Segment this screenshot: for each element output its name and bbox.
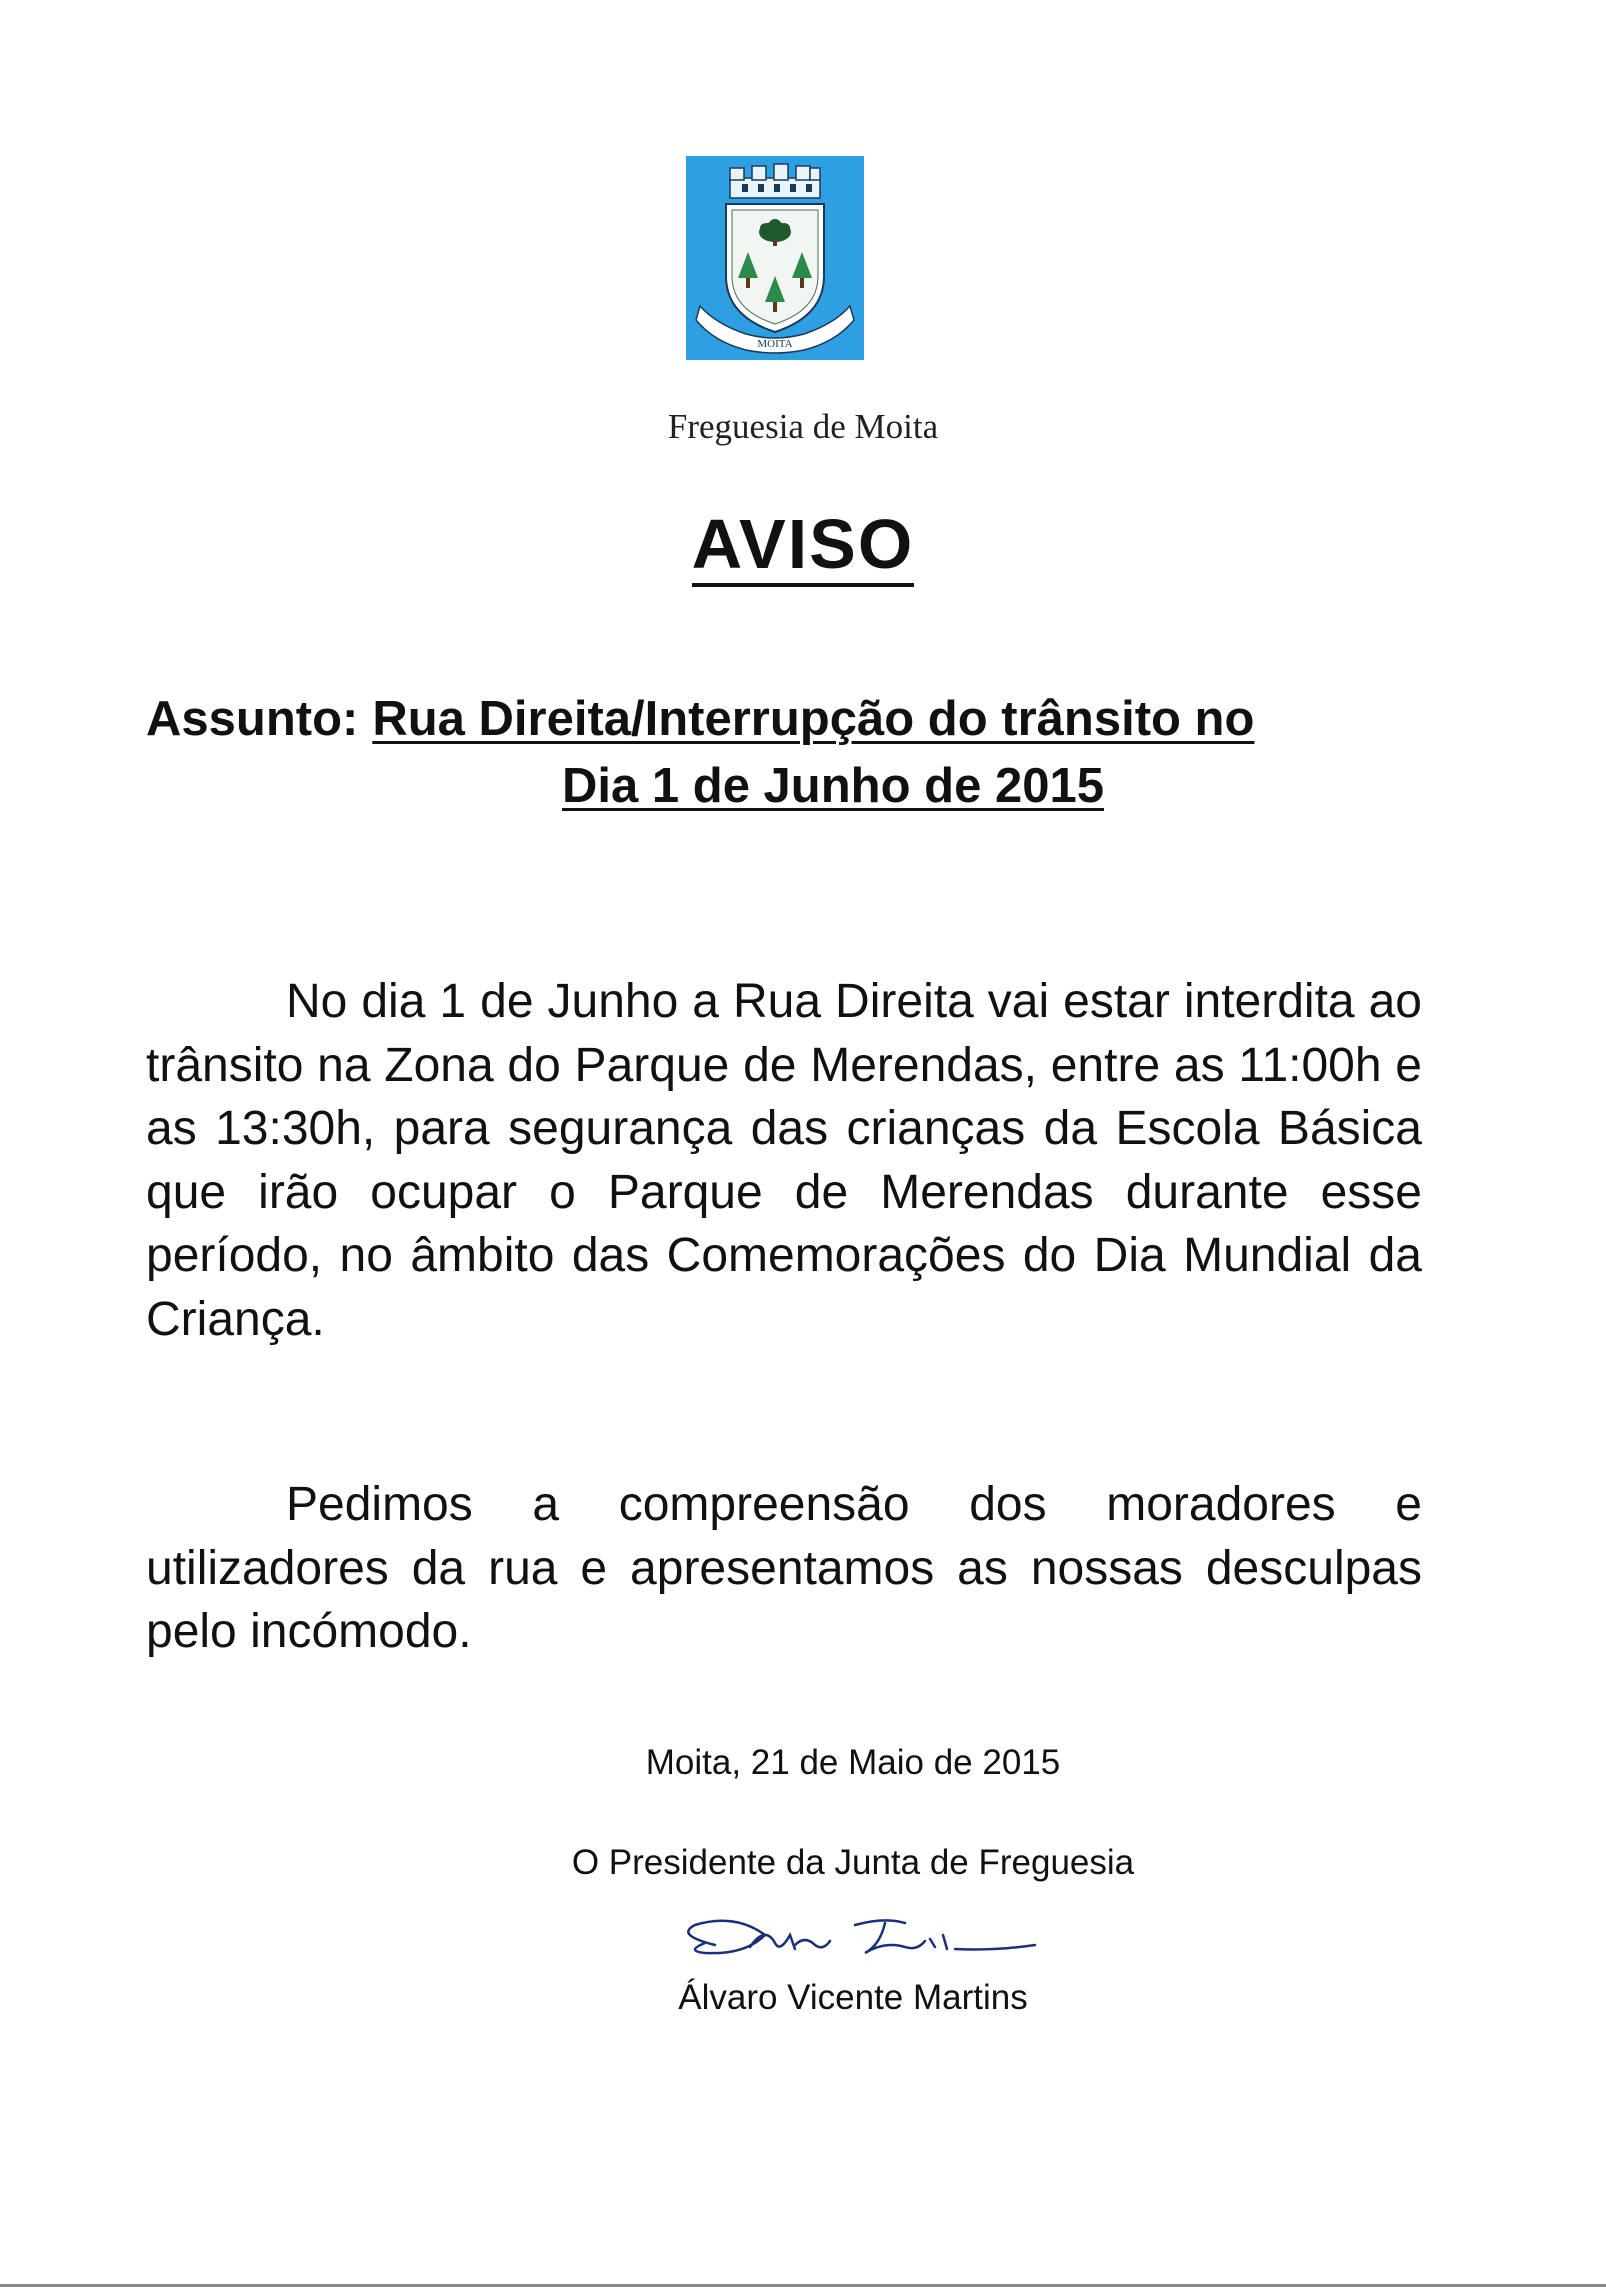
place-date: Moita, 21 de Maio de 2015 (645, 1743, 1061, 1782)
coat-of-arms-logo (686, 156, 864, 360)
signer-role: O Presidente da Junta de Freguesia (571, 1843, 1135, 1882)
body-paragraph-1: No dia 1 de Junho a Rua Direita vai estar interdita ao trânsito na Zona do Parque de Merendas, entre as 11:00h e as 13:30h, para segurança das crianças da Escola Básica que irão ocupar o Parque de Merendas durante esse período, no âmbito das Comemorações do Dia Mundial da Criança. (146, 975, 1422, 1346)
parish-name: Freguesia de Moita (667, 407, 939, 446)
subject-text-2: Dia 1 de Junho de 2015 (562, 759, 1104, 813)
notice-title (0, 505, 1606, 583)
subject-label: Assunto: (146, 692, 359, 746)
subject-line-1 (146, 686, 1406, 753)
handwritten-signature (655, 1905, 1075, 1985)
page-bottom-edge (0, 2284, 1606, 2287)
coat-of-arms-icon (686, 156, 864, 360)
body-paragraph-2: Pedimos a compreensão dos moradores e utilizadores da rua e apresentamos as nossas desculpas pelo incómodo. (146, 1478, 1422, 1658)
signer-name: Álvaro Vicente Martins (678, 1978, 1028, 2017)
crest-ribbon-text: MOITA (757, 338, 793, 350)
subject-text-1: Rua Direita/Interrupção do trânsito no (372, 692, 1255, 746)
notice-title-text: AVISO (692, 505, 915, 587)
subject-line-2 (0, 753, 1606, 820)
